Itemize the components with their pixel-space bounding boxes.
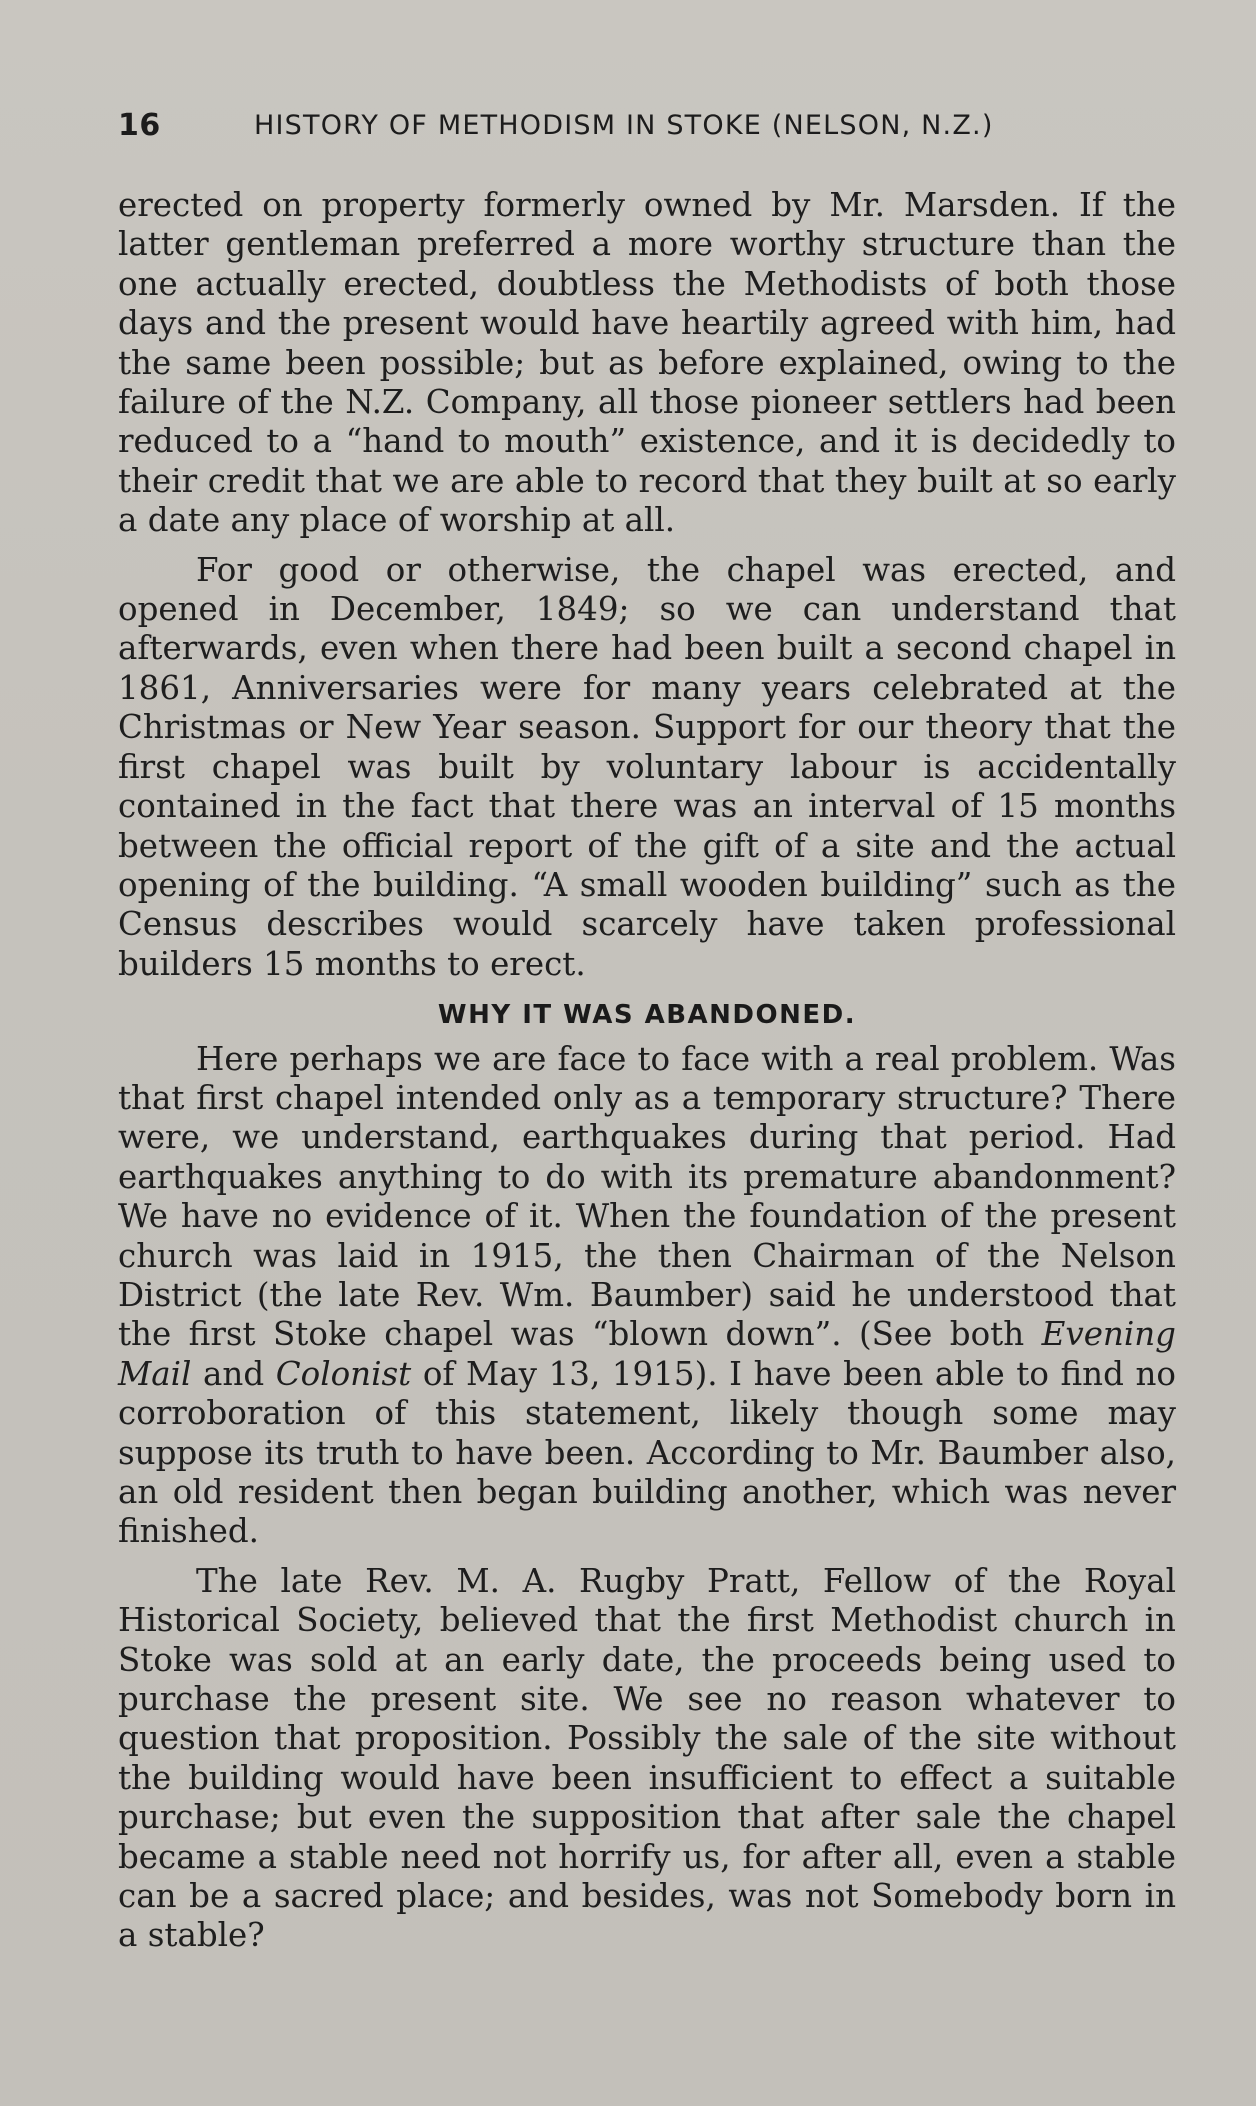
body-text [118,186,1176,1956]
running-title: HISTORY OF METHODISM IN STOKE (NELSON, N.Z.) [254,110,994,141]
page-header [118,108,1118,148]
paragraph-3-part-a: Here perhaps we are face to face with a real problem. Was that first chapel intended only as a temporary structure? There were, we understand, earthquakes during that period. Had earthquakes anything to do with its premature abandonment? We have no evidence of it. When the foundation of the present church was laid in 1915, the then Chairman of the Nelson District (the late Rev. Wm. Baumber) said he understood that the first Stoke chapel was “blown down”. (See both [118,1039,1176,1354]
paragraph-3-and: and [203,1354,265,1393]
paragraph-2: For good or otherwise, the chapel was erected, and opened in December, 1849; so we can understand that afterwards, even when there had been built a second chapel in 1861, Anniversaries were for many years celebrated at the Christmas or New Year season. Support for our theory that the first chapel was built by voluntary labour is accidentally contained in the fact that there was an interval of 15 months between the official report of the gift of a site and the actual opening of the building. “A small wooden building” such as the Census describes would scarcely have taken professional builders 15 months to erect. [118,550,1176,983]
newspaper-evening-mail: Evening Mail [118,1315,1176,1393]
newspaper-colonist: Colonist [275,1354,412,1393]
paragraph-3-part-b: of May 13, 1915). I have been able to find no corroboration of this statement, likely though some may suppose its truth to have been. According to Mr. Baumber also, an old resident then began building another, which was never finished. [118,1354,1176,1551]
paragraph-4: The late Rev. M. A. Rugby Pratt, Fellow of the Royal Historical Society, believed that the first Methodist church in Stoke was sold at an early date, the proceeds being used to purchase the present site. We see no reason whatever to question that proposition. Possibly the sale of the site without the building would have been insufficient to effect a suitable purchase; but even the supposition that after sale the chapel became a stable need not horrify us, for after all, even a stable can be a sacred place; and besides, was not Somebody born in a stable? [118,1561,1176,1955]
section-heading: WHY IT WAS ABANDONED. [437,1000,857,1031]
paragraph-3 [118,1040,1176,1552]
page-number: 16 [118,108,161,143]
paragraph-1: erected on property formerly owned by Mr. Marsden. If the latter gentleman preferred a more worthy structure than the one actually erected, doubtless the Methodists of both those days and the present would have heartily agreed with him, had the same been possible; but as before explained, owing to the failure of the N.Z. Company, all those pioneer settlers had been reduced to a “hand to mouth” existence, and it is decidedly to their credit that we are able to record that they built at so early a date any place of worship at all. [118,186,1176,540]
